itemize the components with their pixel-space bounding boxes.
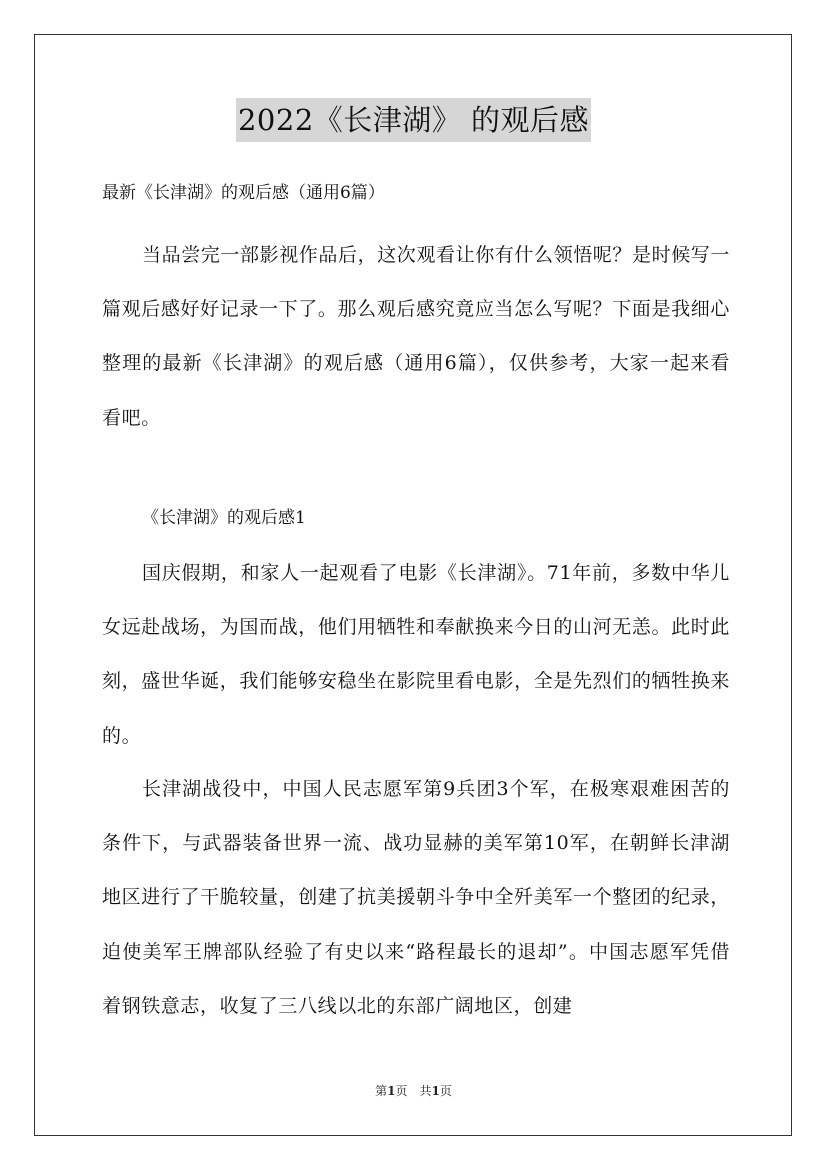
footer-page-prefix: 第 <box>375 1084 388 1098</box>
footer-page-mid: 页 共 <box>395 1084 432 1098</box>
document-title: 2022《长津湖》 的观后感 <box>236 98 591 142</box>
intro-paragraph: 当品尝完一部影视作品后，这次观看让你有什么领悟呢？是时候写一篇观后感好好记录一下了。那么观后感究竟应当怎么写呢？下面是我细心整理的最新《长津湖》的观后感（通用6篇），仅供参考，大家一起来看看吧。 <box>102 244 731 429</box>
section-heading: 《长津湖》的观后感1 <box>142 508 306 528</box>
footer-page-current: 1 <box>387 1084 396 1098</box>
document-subtitle: 最新《长津湖》的观后感（通用6篇） <box>102 183 385 203</box>
body-paragraph-2: 长津湖战役中，中国人民志愿军第9兵团3个军，在极寒艰难困苦的条件下，与武器装备世界一流、战功显赫的美军第10军，在朝鲜长津湖地区进行了干脆较量，创建了抗美援朝斗争中全歼美军一个整团的纪录，迫使美军王牌部队经验了有史以来“路程最长的退却”。中国志愿军凭借着钢铁意志，收复了三八线以北的东部广阔地区，创建 <box>102 778 730 1017</box>
footer-page-total: 1 <box>431 1084 440 1098</box>
title-container <box>0 98 827 142</box>
body-paragraph-1: 国庆假期，和家人一起观看了电影《长津湖》。71年前，多数中华儿女远赴战场，为国而战，他们用牺牲和奉献换来今日的山河无恙。此时此刻，盛世华诞，我们能够安稳坐在影院里看电影，全是先烈们的牺牲换来的。 <box>102 562 730 747</box>
page-footer <box>0 1082 827 1100</box>
footer-page-suffix: 页 <box>439 1084 452 1098</box>
